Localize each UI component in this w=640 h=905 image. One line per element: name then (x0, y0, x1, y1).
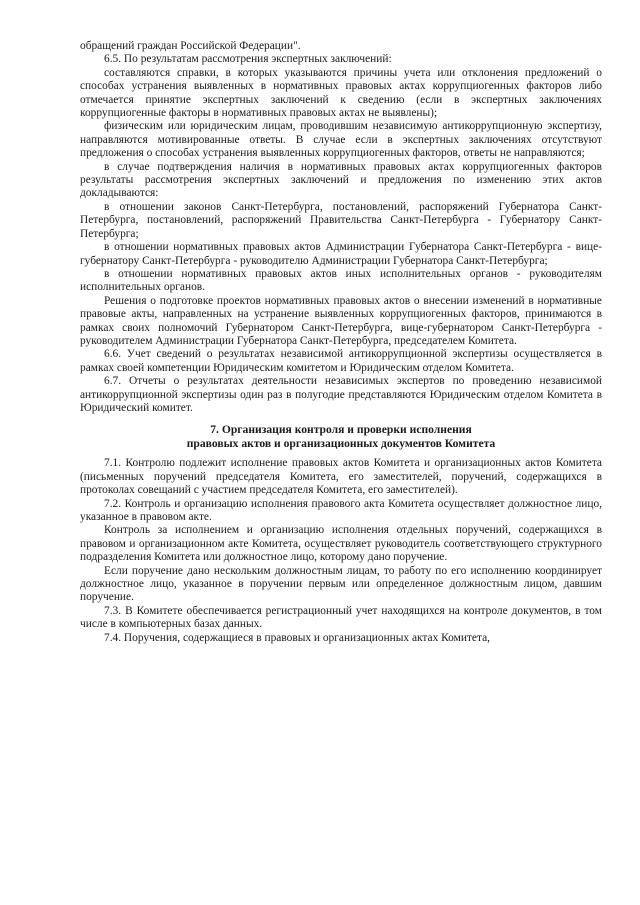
paragraph: 6.5. По результатам рассмотрения экспертных заключений: (104, 53, 392, 66)
paragraph: 7.2. Контроль и организацию исполнения правового акта Комитета осуществляет должностное лицо, указанное в правовом акте. (80, 497, 602, 523)
paragraph: 7.4. Поручения, содержащиеся в правовых и организационных актах Комитета, (104, 631, 490, 644)
section-heading-line-2: правовых актов и организационных документов Комитета (186, 437, 496, 451)
paragraph: физическим или юридическим лицам, проводившим независимую антикоррупционную экспертизу, направляются мотивированные ответы. В случае если в экспертных заключениях отсутствуют предложения о способах устранения выявленных коррупциогенных факторов, ответы не направляются; (80, 120, 602, 160)
paragraph: в отношении нормативных правовых актов Администрации Губернатора Санкт-Петербурга - вице-губернатору Санкт-Петербурга - руководителю Администрации Губернатора Санкт-Петербурга; (80, 241, 602, 267)
section-heading-line-1: 7. Организация контроля и проверки исполнения (210, 423, 472, 437)
paragraph: в случае подтверждения наличия в нормативных правовых актах коррупциогенных факторов результаты рассмотрения экспертных заключений и предложения по изменению этих актов докладываются: (80, 160, 602, 200)
section-heading (80, 423, 602, 451)
paragraph: в отношении нормативных правовых актов иных исполнительных органов - руководителям исполнительных органов. (80, 267, 602, 294)
paragraph: 6.7. Отчеты о результатах деятельности независимых экспертов по проведению независимой антикоррупционной экспертизы один раз в полугодие представляются Юридическим отделом Комитета в Юридический комитет. (80, 375, 602, 414)
paragraph: в отношении законов Санкт-Петербурга, постановлений, распоряжений Губернатора Санкт-Петербурга, постановлений, распоряжений Правительства Санкт-Петербурга - Губернатору Санкт-Петербурга; (80, 200, 602, 240)
paragraph: Решения о подготовке проектов нормативных правовых актов о внесении изменений в нормативные правовые акты, направленных на устранение выявленных коррупциогенных факторов, принимаются в рамках своих полномочий Губернатором Санкт-Петербурга, вице-губернатором Санкт-Петербурга - руководителем Администрации Губернатора Санкт-Петербурга, председателем Комитета. (80, 294, 602, 347)
paragraph: Контроль за исполнением и организацию исполнения отдельных поручений, содержащихся в правовом и организационном акте Комитета, осуществляет руководитель соответствующего структурного подразделения Комитета или должностное лицо, которому дано поручение. (80, 524, 602, 564)
paragraph: 6.6. Учет сведений о результатах независимой антикоррупционной экспертизы осуществляется в рамках своей компетенции Юридическим комитетом и Юридическим отделом Комитета. (80, 348, 602, 374)
paragraph: 7.1. Контролю подлежит исполнение правовых актов Комитета и организационных актов Комитета (письменных поручений председателя Комитета, его заместителей, поручений, содержащихся в протоколах совещаний с участием председателя Комитета, его заместителей). (80, 457, 602, 497)
paragraph: Если поручение дано нескольким должностным лицам, то работу по его исполнению координирует должностное лицо, указанное в поручении первым или определенное должностным лицом, давшим поручение. (80, 564, 602, 604)
text-body-bottom (80, 457, 602, 645)
paragraph: 7.3. В Комитете обеспечивается регистрационный учет находящихся на контроле документов, в том числе в компьютерных базах данных. (80, 604, 602, 631)
text-body-top (80, 40, 602, 415)
paragraph: составляются справки, в которых указываются причины учета или отклонения предложений о способах устранения выявленных в нормативных правовых актах коррупциогенных факторов либо отмечается принятие экспертных заключений к сведению (если в экспертных заключениях коррупциогенные факторы в нормативных правовых актах не выявлены); (80, 66, 602, 120)
paragraph: обращений граждан Российской Федерации". (80, 40, 301, 52)
